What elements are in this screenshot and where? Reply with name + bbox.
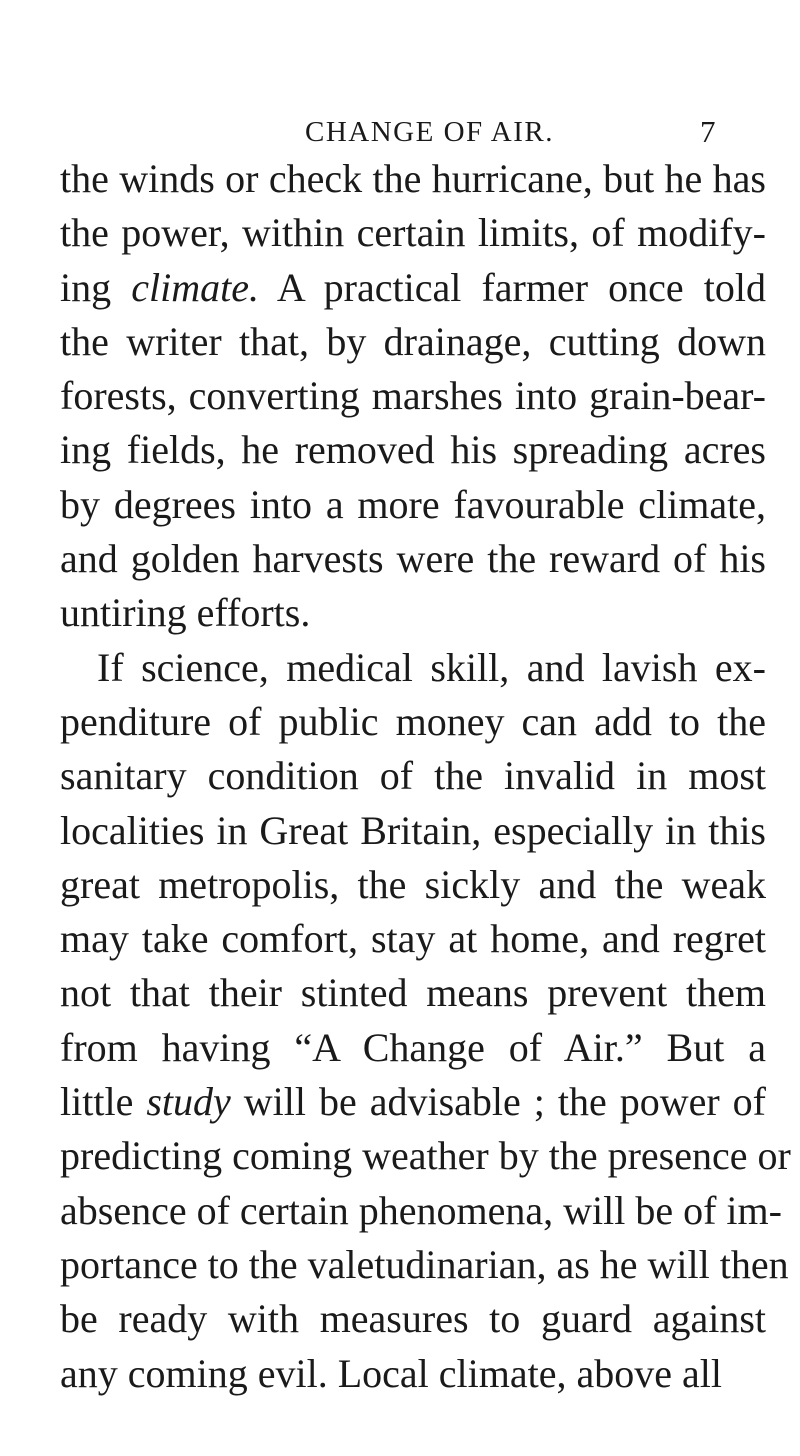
text-segment: will be advisable ; the power of — [230, 1079, 766, 1125]
text-line — [60, 858, 766, 912]
text-segment: any coming evil. Local climate, above all — [60, 1350, 722, 1396]
text-segment: absence of certain phenomena, will be of im- — [60, 1187, 782, 1233]
text-line — [60, 912, 766, 966]
text-segment: and golden harvests were the reward of his — [60, 536, 766, 582]
text-segment: penditure of public money can add to the — [60, 698, 766, 744]
text-line — [60, 966, 766, 1020]
text-segment: ing fields, he removed his spreading acres — [60, 427, 766, 473]
text-segment: from having “A Change of Air.” But a — [60, 1024, 766, 1070]
body-text — [60, 152, 791, 1401]
text-line — [60, 261, 766, 315]
text-line — [60, 586, 766, 640]
text-segment: ing — [60, 264, 132, 310]
text-line — [60, 1075, 766, 1129]
text-segment: sanitary condition of the invalid in most — [60, 753, 766, 799]
text-segment: may take comfort, stay at home, and regret — [60, 916, 766, 962]
text-segment: little — [60, 1079, 147, 1125]
text-segment: untiring efforts. — [60, 590, 311, 636]
text-line — [60, 804, 766, 858]
text-segment: forests, converting marshes into grain-bear- — [60, 373, 766, 419]
text-line — [60, 695, 766, 749]
text-segment: portance to the valetudinarian, as he will then — [60, 1241, 789, 1287]
running-title: CHANGE OF AIR. — [305, 116, 554, 148]
text-line — [60, 1129, 791, 1183]
text-segment: A practical farmer once told — [258, 264, 766, 310]
text-segment: not that their stinted means prevent them — [60, 970, 766, 1016]
text-line — [60, 1238, 789, 1292]
text-segment: by degrees into a more favourable climate, — [60, 481, 766, 527]
text-line — [60, 532, 766, 586]
text-line — [60, 1347, 766, 1401]
text-line — [60, 1292, 766, 1346]
text-segment: If science, medical skill, and lavish ex- — [97, 644, 766, 690]
text-line — [60, 206, 766, 260]
text-line — [60, 423, 766, 477]
text-line — [60, 749, 766, 803]
text-line — [60, 315, 766, 369]
text-segment: localities in Great Britain, especially in this — [60, 807, 766, 853]
text-segment: be ready with measures to guard against — [60, 1296, 766, 1342]
text-line — [60, 478, 766, 532]
text-segment: the power, within certain limits, of modify- — [60, 210, 766, 256]
text-line — [60, 152, 766, 206]
text-line — [60, 369, 766, 423]
text-line — [60, 641, 766, 695]
text-line — [60, 1184, 782, 1238]
page-number: 7 — [700, 114, 716, 149]
text-segment: predicting coming weather by the presence or — [60, 1133, 791, 1179]
text-segment: the writer that, by drainage, cutting down — [60, 318, 766, 364]
italic-text: study — [146, 1079, 231, 1125]
text-segment: the winds or check the hurricane, but he has — [60, 156, 766, 201]
italic-text: climate. — [131, 264, 259, 310]
text-segment: great metropolis, the sickly and the weak — [60, 861, 766, 907]
text-line — [60, 1021, 766, 1075]
